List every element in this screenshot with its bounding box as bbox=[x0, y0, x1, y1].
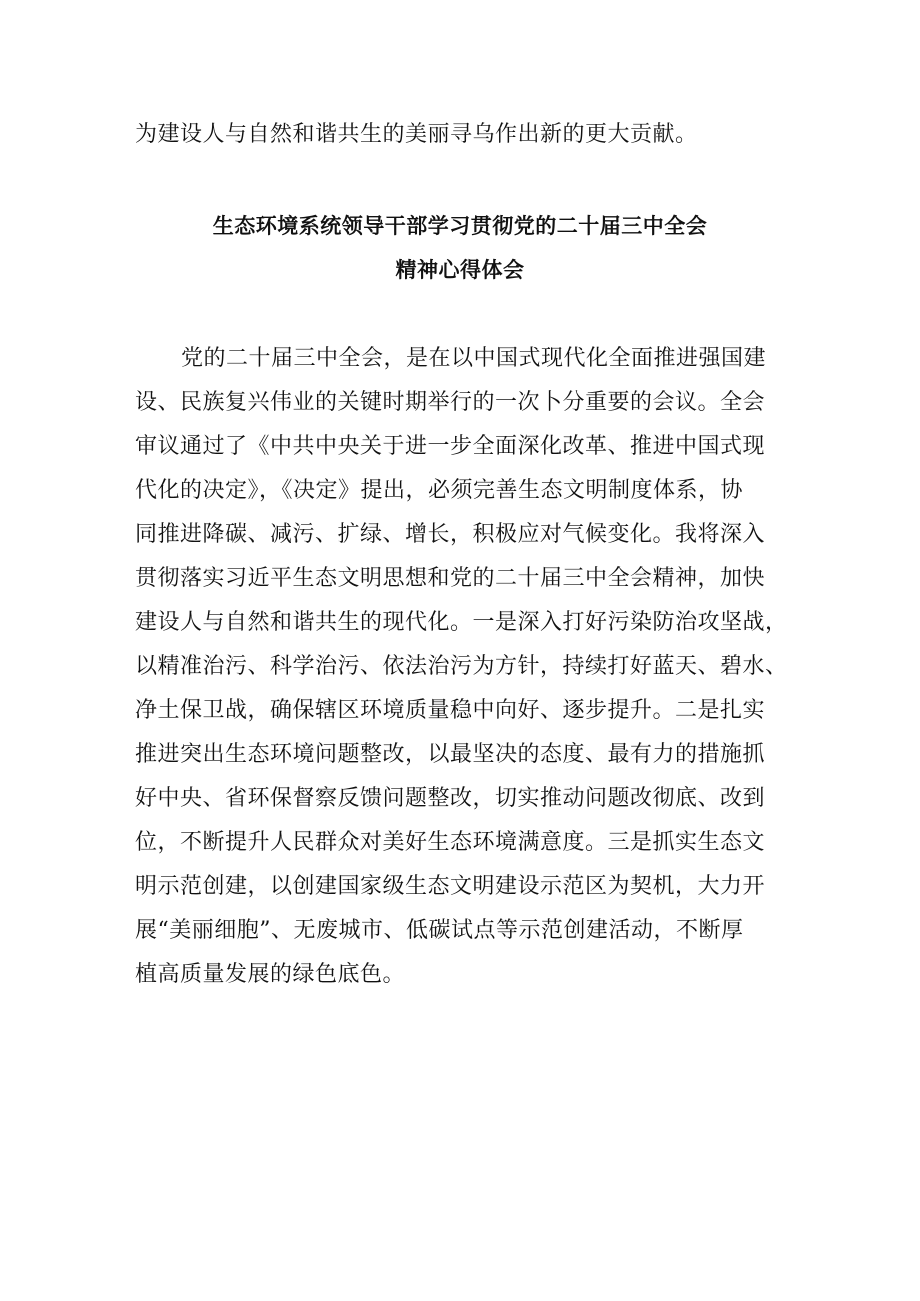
body-line: 推进突出生态环境问题整改，以最坚决的态度、最有力的措施抓 bbox=[135, 742, 766, 767]
article-title-line-1: 生态环境系统领导干部学习贯彻党的二十届三中全会 bbox=[212, 214, 708, 238]
body-line: 好中央、省环保督察反馈问题整改，切实推动问题改彻底、改到 bbox=[135, 786, 766, 811]
body-line: 净土保卫战，确保辖区环境质量稳中向好、逐步提升。二是扎实 bbox=[135, 698, 766, 723]
body-line: 审议通过了《中共中央关于进一步全面深化改革、推进中国式现 bbox=[135, 434, 766, 459]
body-line: 建设人与自然和谐共生的现代化。一是深入打好污染防治攻坚战， bbox=[135, 610, 788, 635]
body-line: 贯彻落实习近平生态文明思想和党的二十届三中全会精神，加快 bbox=[135, 566, 766, 591]
body-line: 设、民族复兴伟业的关键时期举行的一次卜分重要的会议。全会 bbox=[135, 390, 766, 415]
article-title-line-2: 精神心得体会 bbox=[395, 258, 525, 282]
body-line: 明示范创建，以创建国家级生态文明建设示范区为契机，大力开 bbox=[135, 874, 766, 899]
body-line: 展“美丽细胞”、无废城市、低碳试点等示范创建活动，不断厚 bbox=[135, 918, 744, 943]
body-line: 位，不断提升人民群众对美好生态环境满意度。三是抓实生态文 bbox=[135, 830, 766, 855]
body-line: 党的二十届三中全会，是在以中国式现代化全面推进强国建 bbox=[181, 346, 767, 371]
body-line: 植高质量发展的绿色底色。 bbox=[135, 962, 406, 987]
body-line: 以精准治污、科学治污、依法治污为方针，持续打好蓝天、碧水、 bbox=[135, 654, 788, 679]
previous-paragraph-ending: 为建设人与自然和谐共生的美丽寻乌作出新的更大贡献。 bbox=[135, 122, 698, 147]
body-line: 代化的决定》，《决定》提出，必须完善生态文明制度体系，协 bbox=[135, 478, 744, 503]
body-line: 同推进降碳、减污、扩绿、增长，积极应对气候变化。我将深入 bbox=[135, 522, 766, 547]
